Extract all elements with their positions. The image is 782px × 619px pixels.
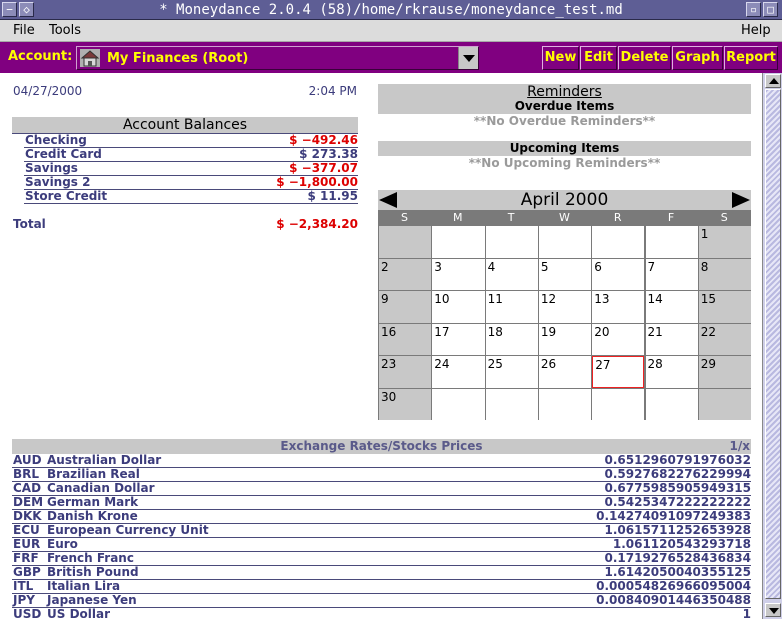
currency-name: Euro xyxy=(47,537,78,551)
calendar-empty-cell xyxy=(486,389,538,421)
day-number: 28 xyxy=(647,357,663,371)
title-bar xyxy=(0,0,782,20)
total-label: Total xyxy=(13,217,46,231)
calendar-empty-cell xyxy=(486,226,538,258)
day-number: 27 xyxy=(595,358,611,372)
report-button[interactable]: Report xyxy=(724,46,778,70)
exchange-rate-value: 0.5927682276229994 xyxy=(604,467,751,481)
balance-value: $ −1,800.00 xyxy=(276,175,358,189)
calendar-day-cell[interactable] xyxy=(699,356,751,388)
minimize-button[interactable]: ▫ xyxy=(746,2,761,17)
account-balances-header: Account Balances xyxy=(12,117,358,134)
exchange-rate-value: 0.0005482696609500​4 xyxy=(596,579,751,593)
current-date: 04/27/2000 xyxy=(13,84,83,98)
window-title: * Moneydance 2.0.4 (58)/home/rkrause/moneydance_test.md xyxy=(159,2,623,18)
weekday-label: S xyxy=(720,211,728,224)
calendar-day-cell[interactable] xyxy=(592,324,644,356)
exchange-rate-row[interactable] xyxy=(12,510,751,524)
balance-value: $ 273.38 xyxy=(299,147,358,161)
currency-code: AUD xyxy=(13,453,42,467)
day-number: 25 xyxy=(487,357,503,371)
currency-code: EUR xyxy=(13,537,41,551)
day-number: 26 xyxy=(540,357,557,371)
balance-account-name: Savings xyxy=(25,161,78,175)
calendar-empty-cell xyxy=(592,389,644,421)
day-number: 11 xyxy=(487,292,503,306)
exchange-rate-row[interactable] xyxy=(12,594,751,608)
balance-account-name: Store Credit xyxy=(25,189,108,203)
calendar-empty-cell xyxy=(592,226,644,258)
day-number: 24 xyxy=(434,357,450,371)
currency-name: European Currency Unit xyxy=(47,523,209,537)
currency-name: Danish Krone xyxy=(47,509,138,523)
currency-name: German Mark xyxy=(47,495,139,509)
calendar-day-cell[interactable] xyxy=(379,356,431,388)
day-number: 21 xyxy=(647,324,663,339)
delete-button[interactable]: Delete xyxy=(618,46,671,70)
calendar-day-cell[interactable] xyxy=(646,291,698,323)
window-menu-button[interactable]: − xyxy=(2,2,17,17)
calendar-day-cell[interactable] xyxy=(486,356,538,388)
total-value: $ −2,384.20 xyxy=(276,217,358,231)
calendar-day-cell[interactable] xyxy=(539,324,591,356)
edit-button[interactable]: Edit xyxy=(580,46,617,70)
upcoming-empty-message: **No Upcoming Reminders** xyxy=(468,156,661,170)
home-icon xyxy=(80,49,100,67)
calendar-day-cell[interactable] xyxy=(379,259,431,291)
weekday-label: R xyxy=(613,211,622,224)
calendar-day-cell[interactable] xyxy=(432,291,484,323)
weekday-label: S xyxy=(401,211,408,224)
balance-value: $ −492.46 xyxy=(289,133,358,147)
currency-code: DKK xyxy=(13,509,42,523)
window-shade-button[interactable]: ◇ xyxy=(19,2,34,17)
vertical-scrollbar[interactable] xyxy=(762,73,782,619)
currency-code: JPY xyxy=(13,593,35,607)
calendar-month-title: April 2000 xyxy=(520,190,609,210)
exchange-rate-row[interactable] xyxy=(12,524,751,538)
calendar-day-cell[interactable] xyxy=(592,259,644,291)
weekday-label: F xyxy=(667,211,675,224)
scroll-down-icon[interactable] xyxy=(765,603,781,617)
calendar-day-cell[interactable] xyxy=(486,259,538,291)
exchange-rate-row[interactable] xyxy=(12,580,751,594)
reminders-title[interactable]: Reminders xyxy=(527,84,602,100)
day-number: 12 xyxy=(540,292,557,306)
calendar-day-cell[interactable] xyxy=(539,259,591,291)
exchange-rate-value: 1.0615711252653928 xyxy=(604,523,751,537)
exchange-rate-value: 0.1719276528436834 xyxy=(604,551,751,565)
currency-name: British Pound xyxy=(47,565,139,579)
calendar-day-cell[interactable] xyxy=(539,291,591,323)
currency-code: GBP xyxy=(13,565,41,579)
calendar-day-cell[interactable] xyxy=(699,226,751,258)
exchange-rate-value: 1.061120543293718 xyxy=(612,537,751,551)
exchange-rate-value: 0.6775985905949315 xyxy=(604,481,751,495)
exchange-rates-title: Exchange Rates/Stocks Prices xyxy=(280,439,483,453)
exchange-rate-row[interactable] xyxy=(12,608,751,619)
currency-code: DEM xyxy=(13,495,44,509)
next-month-icon[interactable] xyxy=(732,192,750,208)
currency-code: USD xyxy=(13,607,42,619)
currency-name: Australian Dollar xyxy=(47,453,162,467)
day-number: 1 xyxy=(700,227,709,241)
balance-row[interactable] xyxy=(24,190,358,204)
currency-code: CAD xyxy=(13,481,42,495)
day-number: 6 xyxy=(594,259,602,274)
balance-account-name: Savings 2 xyxy=(25,175,91,189)
graph-button[interactable]: Graph xyxy=(672,46,723,70)
day-number: 30 xyxy=(381,389,397,404)
calendar-empty-cell xyxy=(379,226,431,258)
calendar-day-cell[interactable] xyxy=(379,389,431,421)
day-number: 8 xyxy=(700,259,709,274)
currency-code: ECU xyxy=(13,523,40,537)
currency-code: ITL xyxy=(13,579,34,593)
day-number: 16 xyxy=(381,324,397,339)
calendar-day-cell[interactable] xyxy=(592,291,644,323)
chevron-down-icon[interactable] xyxy=(458,47,478,69)
currency-name: French Franc xyxy=(47,551,134,565)
day-number: 18 xyxy=(487,324,503,339)
calendar-day-cell[interactable] xyxy=(699,291,751,323)
day-number: 7 xyxy=(647,259,656,274)
exchange-rate-row[interactable] xyxy=(12,538,751,552)
account-toolbar xyxy=(0,42,782,73)
currency-name: Italian Lira xyxy=(47,579,121,593)
day-number: 14 xyxy=(647,292,663,306)
day-number: 17 xyxy=(434,324,450,339)
day-number: 15 xyxy=(700,292,717,306)
weekday-label: W xyxy=(558,211,570,224)
menu-tools[interactable]: Tools xyxy=(49,23,82,38)
invert-rates-toggle[interactable]: 1/x xyxy=(729,439,750,453)
day-number: 29 xyxy=(700,357,717,371)
exchange-rate-value: 0.6512960791976032 xyxy=(604,453,751,467)
menu-file[interactable]: File xyxy=(13,23,35,38)
calendar-day-cell[interactable] xyxy=(646,356,698,388)
exchange-rate-row[interactable] xyxy=(12,468,751,482)
overdue-empty-message: **No Overdue Reminders** xyxy=(473,114,656,128)
exchange-rate-row[interactable] xyxy=(12,454,751,468)
balance-account-name: Credit Card xyxy=(25,147,102,161)
calendar-today-cell[interactable] xyxy=(592,356,644,388)
exchange-rate-row[interactable] xyxy=(12,566,751,580)
calendar-day-cell[interactable] xyxy=(646,324,698,356)
calendar-day-cell[interactable] xyxy=(379,324,431,356)
menu-bar xyxy=(0,20,782,42)
calendar-day-cell[interactable] xyxy=(432,324,484,356)
summary-page xyxy=(0,73,762,619)
balance-value: $ 11.95 xyxy=(307,189,358,203)
reminders-header xyxy=(378,84,751,114)
balance-row[interactable] xyxy=(24,134,358,148)
calendar-weekday-row xyxy=(378,210,751,225)
calendar-empty-cell xyxy=(432,226,484,258)
exchange-rate-value: 0.14274091097249383 xyxy=(596,509,751,523)
new-button[interactable]: New xyxy=(542,46,579,70)
calendar-empty-cell xyxy=(699,389,751,421)
currency-name: Canadian Dollar xyxy=(47,481,155,495)
currency-name: Japanese Yen xyxy=(47,593,137,607)
currency-code: FRF xyxy=(13,551,39,565)
balance-value: $ −377.07 xyxy=(289,161,358,175)
calendar-day-cell[interactable] xyxy=(699,324,751,356)
day-number: 5 xyxy=(540,259,549,274)
day-number: 3 xyxy=(434,259,442,274)
calendar-empty-cell xyxy=(646,389,698,421)
exchange-rates-header xyxy=(12,439,751,454)
balance-account-name: Checking xyxy=(25,133,87,147)
calendar-day-cell[interactable] xyxy=(539,356,591,388)
exchange-rate-value: 1.6142050040355125 xyxy=(604,565,751,579)
calendar-day-cell[interactable] xyxy=(432,259,484,291)
calendar-day-cell[interactable] xyxy=(379,291,431,323)
day-number: 20 xyxy=(594,324,610,339)
day-number: 13 xyxy=(594,292,610,306)
maximize-button[interactable]: □ xyxy=(763,2,778,17)
calendar-header xyxy=(378,190,751,210)
calendar-day-cell[interactable] xyxy=(486,291,538,323)
currency-name: Brazilian Real xyxy=(47,467,140,481)
exchange-rate-value: 0.5425347222222222 xyxy=(604,495,751,509)
day-number: 2 xyxy=(381,259,389,274)
calendar-day-cell[interactable] xyxy=(646,259,698,291)
weekday-label: M xyxy=(453,211,463,224)
calendar-day-cell[interactable] xyxy=(699,259,751,291)
upcoming-items-title: Upcoming Items xyxy=(378,141,751,156)
day-number: 22 xyxy=(700,324,717,339)
calendar-empty-cell xyxy=(646,226,698,258)
calendar-day-cell[interactable] xyxy=(486,324,538,356)
overdue-items-title: Overdue Items xyxy=(514,99,615,113)
currency-code: BRL xyxy=(13,467,40,481)
calendar-grid xyxy=(378,225,751,420)
day-number: 23 xyxy=(381,357,397,371)
exchange-rate-row[interactable] xyxy=(12,496,751,510)
weekday-label: T xyxy=(507,211,515,224)
calendar-empty-cell xyxy=(539,389,591,421)
account-value: My Finances (Root) xyxy=(107,51,249,66)
day-number: 19 xyxy=(540,324,557,339)
calendar-day-cell[interactable] xyxy=(432,356,484,388)
day-number: 9 xyxy=(381,292,389,306)
day-number: 4 xyxy=(487,259,496,274)
balance-row[interactable] xyxy=(24,148,358,162)
calendar-empty-cell xyxy=(432,389,484,421)
exchange-rate-row[interactable] xyxy=(12,482,751,496)
scroll-thumb[interactable] xyxy=(765,89,781,599)
calendar-empty-cell xyxy=(539,226,591,258)
balance-row[interactable] xyxy=(24,176,358,190)
current-time: 2:04 PM xyxy=(308,84,357,98)
day-number: 10 xyxy=(434,292,450,306)
account-label: Account: xyxy=(8,49,73,64)
exchange-rate-row[interactable] xyxy=(12,552,751,566)
scroll-up-icon[interactable] xyxy=(765,74,781,88)
account-selector[interactable] xyxy=(76,46,479,70)
exchange-rate-value: 1 xyxy=(742,607,751,619)
currency-name: US Dollar xyxy=(47,607,111,619)
balance-row[interactable] xyxy=(24,162,358,176)
menu-help[interactable]: Help xyxy=(741,23,771,38)
exchange-rate-value: 0.00840901446350488 xyxy=(596,593,751,607)
